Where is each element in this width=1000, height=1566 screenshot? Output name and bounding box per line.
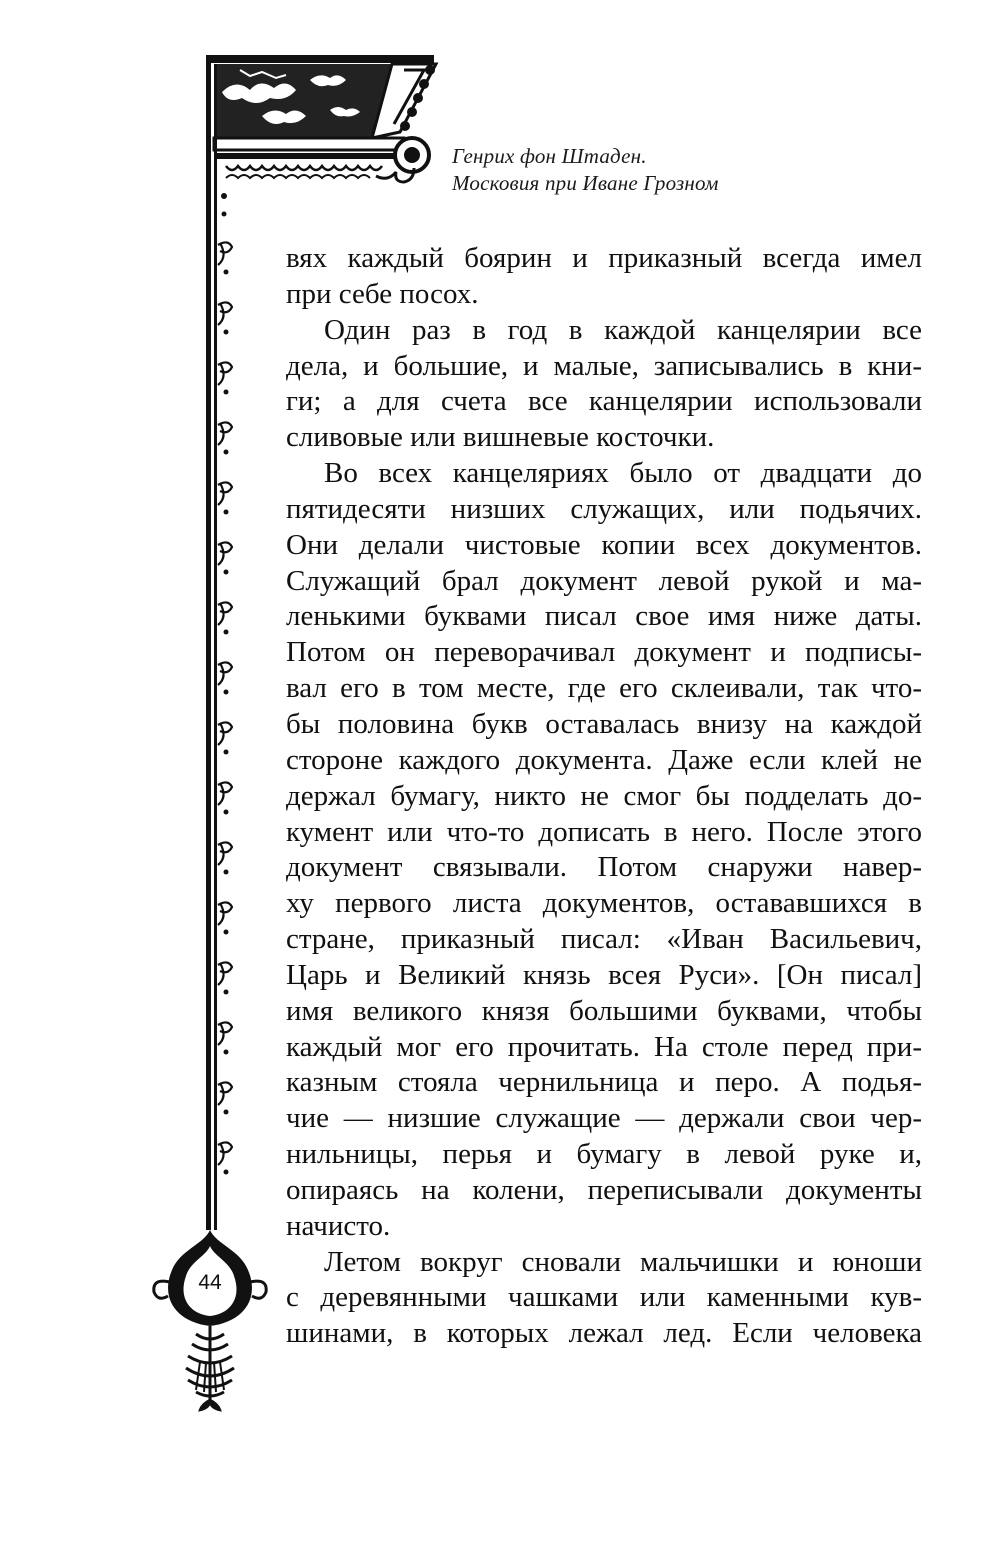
tassel-ornament xyxy=(186,1326,234,1410)
text-line: пятидесяти низших служащих, или подьячих. xyxy=(286,492,922,525)
text-line: Потом он переворачивал документ и подписы- xyxy=(286,636,922,669)
text-line: шинами, в которых лежал лед. Если человека xyxy=(286,1317,922,1350)
body-text xyxy=(286,241,922,1352)
text-line: ги; а для счета все канцелярии использовали xyxy=(286,385,922,418)
text-line: ленькими буквами писал свое имя ниже даты. xyxy=(286,600,922,633)
text-line: казным стояла чернильница и перо. А подья- xyxy=(286,1066,922,1099)
text-line: Царь и Великий князь всея Руси». [Он писал] xyxy=(286,958,922,991)
vertical-border xyxy=(206,55,232,1230)
text-line: чие — низшие служащие — держали свои чер- xyxy=(286,1102,922,1135)
text-line: сливовые или вишневые косточки. xyxy=(286,421,715,454)
text-line: бы половина букв оставалась внизу на каждой xyxy=(286,707,922,740)
text-line: вях каждый боярин и приказный всегда имел xyxy=(286,242,922,274)
text-line: Летом вокруг сновали мальчишки и юноши xyxy=(324,1245,922,1278)
text-line: имя великого князя большими буквами, чтобы xyxy=(286,994,922,1027)
text-line: документ связывали. Потом снаружи навер- xyxy=(286,851,922,884)
header-vignette xyxy=(206,55,436,182)
text-line: вал его в том месте, где его склеивали, так что- xyxy=(286,672,922,705)
page-number: 44 xyxy=(198,1271,222,1294)
text-line: нильницы, перья и бумагу в левой руке и, xyxy=(286,1138,922,1171)
text-line: держал бумагу, никто не смог бы подделать до- xyxy=(286,779,922,812)
running-head xyxy=(452,143,719,197)
text-line: с деревянными чашками или каменными кув- xyxy=(286,1281,922,1314)
running-head-title: Московия при Иване Грозном xyxy=(452,171,719,195)
text-line: Служащий брал документ левой рукой и ма- xyxy=(286,564,922,597)
text-line: каждый мог его прочитать. На столе перед при- xyxy=(286,1030,922,1063)
text-line: дела, и большие, и малые, записывались в кни- xyxy=(286,349,922,382)
text-line: опираясь на колени, переписывали документы xyxy=(286,1173,922,1206)
text-line: при себе посох. xyxy=(286,277,479,310)
running-head-author: Генрих фон Штаден. xyxy=(452,144,647,168)
text-line: стороне каждого документа. Даже если клей не xyxy=(286,743,922,776)
text-line: стране, приказный писал: «Иван Васильевич, xyxy=(286,923,922,956)
text-line: начисто. xyxy=(286,1209,391,1242)
text-line: Во всех канцеляриях было от двадцати до xyxy=(324,457,922,490)
text-line: ху первого листа документов, остававшихся в xyxy=(286,887,922,920)
text-line: Один раз в год в каждой канцелярии все xyxy=(324,313,922,346)
text-line: кумент или что-то дописать в него. После этого xyxy=(286,815,922,848)
text-line: Они делали чистовые копии всех документов. xyxy=(286,528,922,561)
